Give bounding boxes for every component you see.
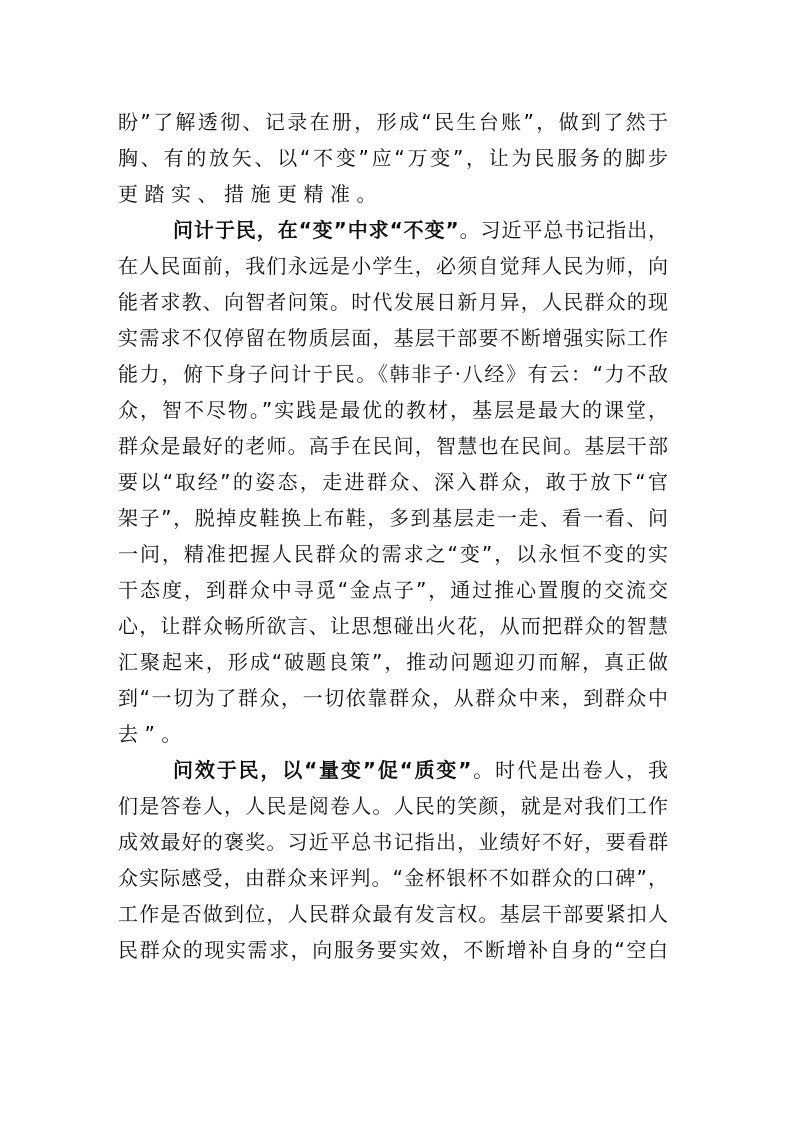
text-line: 去”。 xyxy=(118,722,188,746)
text-line: 众，智不尽物。”实践是最优的教材，基层是最大的课堂， xyxy=(118,398,668,422)
text-line: 成效最好的褒奖。习近平总书记指出，业绩好不好，要看群 xyxy=(118,830,668,854)
text-line: 能者求教、向智者问策。时代发展日新月异，人民群众的现 xyxy=(118,290,668,314)
text-line: 在人民面前，我们永远是小学生，必须自觉拜人民为师，向 xyxy=(118,254,668,278)
text-span: 。习近平总书记指出， xyxy=(458,218,669,242)
paragraph-heading-line xyxy=(118,752,668,788)
text-line: 一问，精准把握人民群众的需求之“变”，以永恒不变的实 xyxy=(118,542,668,566)
text-line: 们是答卷人，人民是阅卷人。人民的笑颜，就是对我们工作 xyxy=(118,794,668,818)
text-line: 要以“取经”的姿态，走进群众、深入群众，敢于放下“官 xyxy=(118,470,668,494)
text-line: 实需求不仅停留在物质层面，基层干部要不断增强实际工作 xyxy=(118,326,668,350)
text-line: 干态度，到群众中寻觅“金点子”，通过推心置腹的交流交 xyxy=(118,578,668,602)
text-line: 群众是最好的老师。高手在民间，智慧也在民间。基层干部 xyxy=(118,434,668,458)
text-line: 能力，俯下身子问计于民。《韩非子·八经》有云：“力不敌 xyxy=(118,362,668,386)
text-line: 盼”了解透彻、记录在册，形成“民生台账”，做到了然于 xyxy=(118,110,668,134)
text-line: 众实际感受，由群众来评判。“金杯银杯不如群众的口碑”， xyxy=(118,866,668,890)
text-span: 。时代是出卷人，我 xyxy=(471,758,669,782)
paragraph-heading-line xyxy=(118,212,668,248)
text-line: 心，让群众畅所欲言、让思想碰出火花，从而把群众的智慧 xyxy=(118,614,668,638)
document-page xyxy=(118,104,668,968)
paragraph-heading: 问计于民，在“变”中求“不变” xyxy=(173,218,459,242)
text-line: 工作是否做到位，人民群众最有发言权。基层干部要紧扣人 xyxy=(118,902,668,926)
text-line: 胸、有的放矢、以“不变”应“万变”，让为民服务的脚步 xyxy=(118,146,668,170)
text-line: 民群众的现实需求，向服务要实效，不断增补自身的“空白 xyxy=(118,938,668,962)
text-line: 汇聚起来，形成“破题良策”，推动问题迎刃而解，真正做 xyxy=(118,650,668,674)
text-line: 更踏实、措施更精准。 xyxy=(118,182,383,206)
text-line: 架子”，脱掉皮鞋换上布鞋，多到基层走一走、看一看、问 xyxy=(118,506,668,530)
paragraph-heading: 问效于民，以“量变”促“质变” xyxy=(173,758,472,782)
text-line: 到“一切为了群众，一切依靠群众，从群众中来，到群众中 xyxy=(118,686,668,710)
